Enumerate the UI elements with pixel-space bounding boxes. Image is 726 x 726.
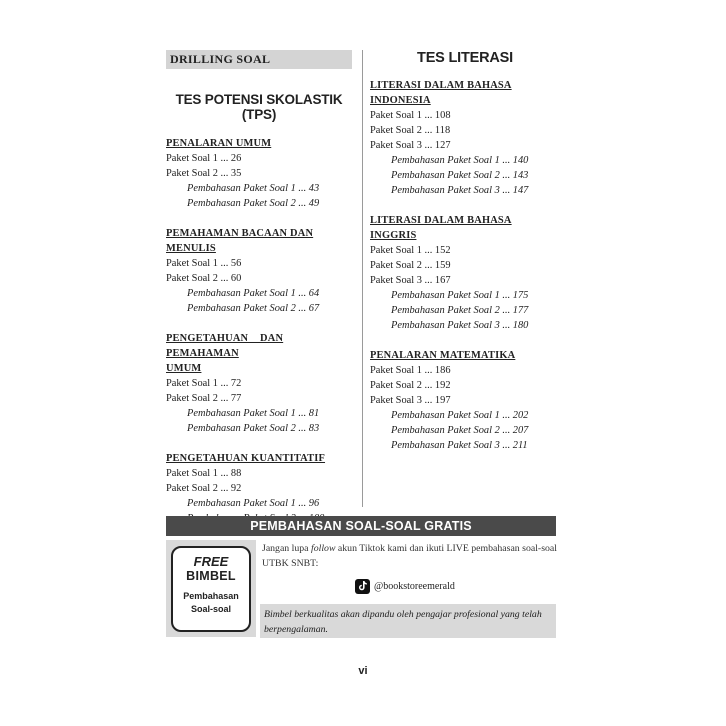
drilling-soal-label: DRILLING SOAL (166, 50, 352, 69)
section-heading (166, 331, 352, 361)
tps-title: TES POTENSI SKOLASTIK (TPS) (175, 92, 343, 122)
section-heading-line1: PENGETAHUAN DAN PEMAHAMAN (166, 333, 284, 359)
pembahasan-line2: Soal-soal (190, 604, 231, 614)
paket-entry[interactable]: Paket Soal 2 ... 159 (370, 260, 451, 271)
pembahasan-entry[interactable]: Pembahasan Paket Soal 2 ... 207 (391, 425, 529, 436)
tiktok-handle-row[interactable] (355, 577, 455, 595)
pembahasan-entry[interactable]: Pembahasan Paket Soal 1 ... 96 (187, 498, 320, 509)
pembahasan-entry[interactable]: Pembahasan Paket Soal 2 ... 177 (391, 305, 529, 316)
section-heading: PENALARAN MATEMATIKA (370, 350, 516, 361)
pembahasan-entry[interactable]: Pembahasan Paket Soal 3 ... 147 (391, 185, 529, 196)
toc-section (166, 226, 352, 316)
paket-entry[interactable]: Paket Soal 1 ... 72 (166, 378, 242, 389)
paket-entry[interactable]: Paket Soal 1 ... 26 (166, 153, 242, 164)
pembahasan-entry[interactable]: Pembahasan Paket Soal 2 ... 143 (391, 170, 529, 181)
pembahasan-entry[interactable]: Pembahasan Paket Soal 2 ... 83 (187, 423, 320, 434)
paket-entry[interactable]: Paket Soal 1 ... 88 (166, 468, 242, 479)
pembahasan-entry[interactable]: Pembahasan Paket Soal 1 ... 64 (187, 288, 320, 299)
paket-entry[interactable]: Paket Soal 1 ... 186 (370, 365, 451, 376)
section-heading: LITERASI DALAM BAHASA INDONESIA (370, 80, 512, 106)
pembahasan-entry[interactable]: Pembahasan Paket Soal 3 ... 180 (391, 320, 529, 331)
pembahasan-entry[interactable]: Pembahasan Paket Soal 1 ... 43 (187, 183, 320, 194)
section-heading: PENALARAN UMUM (166, 138, 272, 149)
pembahasan-entry[interactable]: Pembahasan Paket Soal 1 ... 175 (391, 290, 529, 301)
toc-section (166, 451, 352, 526)
paket-entry[interactable]: Paket Soal 3 ... 197 (370, 395, 451, 406)
pembahasan-line1: Pembahasan (183, 591, 239, 601)
literasi-title: TES LITERASI (417, 50, 513, 66)
paket-entry[interactable]: Paket Soal 2 ... 192 (370, 380, 451, 391)
free-bimbel-box (166, 540, 256, 637)
section-heading-line2: UMUM (166, 363, 202, 374)
tiktok-handle[interactable]: @bookstoreemerald (374, 580, 455, 592)
pembahasan-entry[interactable]: Pembahasan Paket Soal 1 ... 202 (391, 410, 529, 421)
paket-entry[interactable]: Paket Soal 1 ... 152 (370, 245, 451, 256)
toc-section (166, 136, 352, 211)
toc-section (370, 348, 560, 453)
paket-entry[interactable]: Paket Soal 3 ... 167 (370, 275, 451, 286)
paket-entry[interactable]: Paket Soal 1 ... 56 (166, 258, 242, 269)
pembahasan-entry[interactable]: Pembahasan Paket Soal 2 ... 49 (187, 198, 320, 209)
promo-follow: follow (310, 543, 336, 554)
paket-entry[interactable]: Paket Soal 2 ... 60 (166, 273, 242, 284)
paket-entry[interactable]: Paket Soal 3 ... 127 (370, 140, 451, 151)
section-heading: LITERASI DALAM BAHASA INGGRIS (370, 215, 512, 241)
pembahasan-entry[interactable]: Pembahasan Paket Soal 2 ... 67 (187, 303, 320, 314)
free-bimbel-badge (171, 546, 251, 632)
promo-part1: Jangan lupa (262, 543, 311, 554)
bimbel-note: Bimbel berkualitas akan dipandu oleh pengajar profesional yang telah berpengalaman. (260, 604, 556, 638)
left-column (166, 50, 352, 526)
pembahasan-label (173, 590, 249, 616)
toc-section (370, 213, 560, 333)
gratis-banner: PEMBAHASAN SOAL-SOAL GRATIS (166, 516, 556, 536)
toc-section (166, 331, 352, 436)
promo-text (262, 541, 558, 571)
free-label: FREE (193, 554, 229, 569)
paket-entry[interactable]: Paket Soal 2 ... 92 (166, 483, 242, 494)
pembahasan-entry[interactable]: Pembahasan Paket Soal 1 ... 81 (187, 408, 320, 419)
pembahasan-entry[interactable]: Pembahasan Paket Soal 1 ... 140 (391, 155, 529, 166)
page-number: vi (358, 665, 368, 677)
paket-entry[interactable]: Paket Soal 2 ... 35 (166, 168, 242, 179)
paket-entry[interactable]: Paket Soal 2 ... 77 (166, 393, 242, 404)
bimbel-label: BIMBEL (186, 569, 236, 583)
section-heading: PENGETAHUAN KUANTITATIF (166, 453, 326, 464)
tiktok-icon (355, 579, 370, 594)
section-heading: PEMAHAMAN BACAAN DAN MENULIS (166, 228, 314, 254)
pembahasan-entry[interactable]: Pembahasan Paket Soal 3 ... 211 (391, 440, 528, 451)
promo-part2: akun Tiktok kami dan ikuti LIVE pembahasan soal-soal UTBK SNBT: (262, 543, 557, 569)
column-divider (362, 50, 363, 507)
paket-entry[interactable]: Paket Soal 1 ... 108 (370, 110, 451, 121)
paket-entry[interactable]: Paket Soal 2 ... 118 (370, 125, 451, 136)
toc-section (370, 78, 560, 198)
right-column (370, 50, 560, 453)
